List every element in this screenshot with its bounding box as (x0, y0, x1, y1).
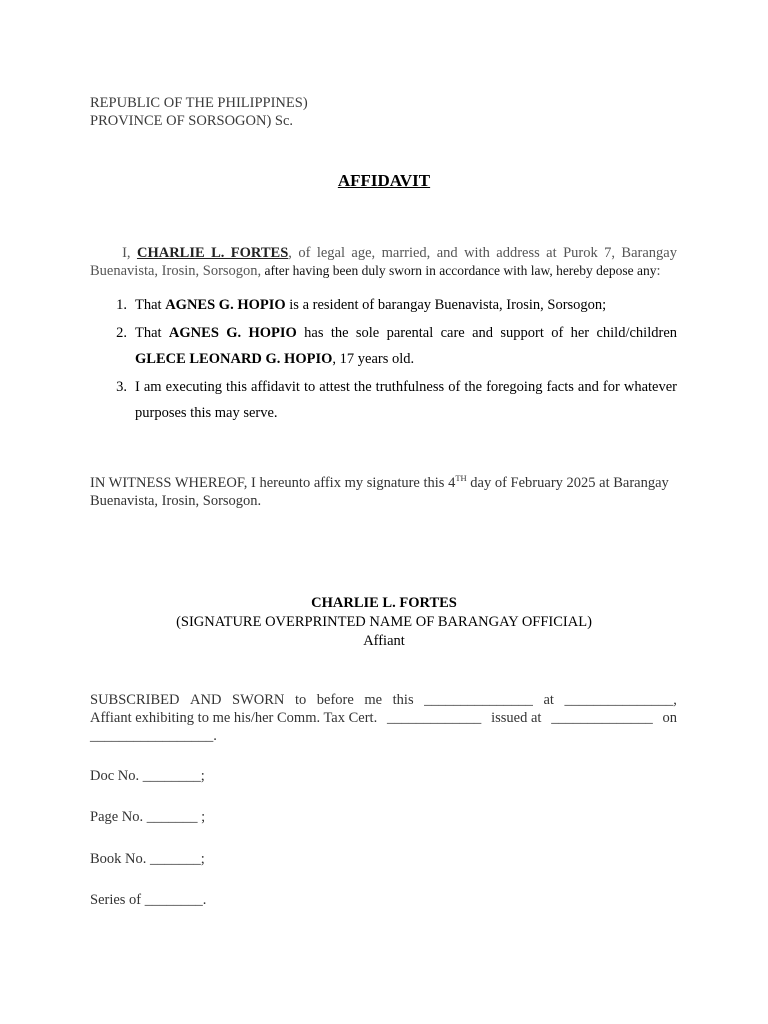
mother-name: AGNES G. HOPIO (168, 324, 297, 341)
list-item (90, 320, 677, 373)
jurat-text: Affiant exhibiting to me his/her Comm. Tax Cert. (90, 710, 378, 726)
deposition-list (90, 292, 677, 428)
jurat-text: issued at (491, 710, 542, 726)
jurat-word: SUBSCRIBED (90, 692, 180, 708)
mother-name: AGNES G. HOPIO (165, 297, 286, 313)
issued-place-blank: ______________ (551, 710, 653, 726)
witness-post: day of February 2025 at Barangay Buenavista, Irosin, Sorsogon. (90, 475, 669, 509)
jurat-word: me (364, 692, 383, 708)
child-name: GLECE LEONARD G. HOPIO (135, 351, 333, 367)
item-mid: has the sole parental care and support of her child/children (296, 324, 678, 341)
intro-text: , of legal age, married, and with address at Purok 7, Barangay Buenavista, Irosin, Sorsogon, (90, 245, 677, 279)
jurat-word: AND (190, 692, 222, 708)
signatory-role: Affiant (363, 633, 405, 649)
doc-number-line: Doc No. ________; (90, 768, 205, 784)
issued-date-blank: _________________. (90, 728, 217, 744)
venue-province: PROVINCE OF SORSOGON) Sc. (90, 113, 294, 129)
ctc-blank: _____________ (387, 710, 482, 726)
list-item (90, 374, 677, 427)
jurat-word: to (294, 692, 307, 708)
item-post: is a resident of barangay Buenavista, Irosin, Sorsogon; (285, 297, 607, 313)
affiant-name: CHARLIE L. FORTES (136, 245, 289, 261)
list-item (90, 292, 677, 319)
date-blank: _______________ (424, 692, 533, 708)
signature-block (0, 594, 768, 651)
jurat-word: at (543, 692, 554, 708)
document-title: AFFIDAVIT (337, 171, 431, 190)
intro-paragraph (90, 244, 677, 280)
item-number: 1. (116, 297, 127, 313)
venue-country: REPUBLIC OF THE PHILIPPINES) (90, 95, 308, 111)
jurat-line-1 (90, 691, 677, 709)
jurat-paragraph (90, 691, 677, 745)
item-number: 3. (116, 378, 127, 395)
intro-prefix: I, (122, 245, 137, 261)
page-number-line: Page No. _______ ; (90, 809, 206, 825)
intro-colon: : (656, 263, 661, 279)
jurat-word: SWORN (232, 692, 285, 708)
jurat-text: on (662, 710, 677, 726)
item-number: 2. (116, 324, 127, 341)
intro-oath: after having been duly sworn in accordance with law, hereby depose any (261, 263, 657, 278)
item-pre: That (135, 324, 169, 341)
item-text (135, 320, 677, 373)
item-text: I am executing this affidavit to attest the truthfulness of the foregoing facts and for whatever purposes this may serve. (135, 378, 677, 421)
signatory-name: CHARLIE L. FORTES (311, 595, 457, 611)
witness-pre: IN WITNESS WHEREOF, I hereunto affix my signature this 4 (90, 475, 456, 491)
series-line: Series of ________. (90, 892, 207, 908)
jurat-word: this (392, 692, 414, 708)
place-blank: _______________, (564, 692, 677, 708)
witness-paragraph (90, 474, 677, 510)
book-number-line: Book No. _______; (90, 851, 205, 867)
item-pre: That (135, 297, 166, 313)
date-suffix: TH (455, 473, 467, 484)
jurat-word: before (316, 692, 354, 708)
venue-block (90, 94, 308, 130)
jurat-line-2 (90, 709, 677, 727)
item-post: , 17 years old. (332, 351, 415, 367)
item-text (135, 292, 677, 319)
signature-note: (SIGNATURE OVERPRINTED NAME OF BARANGAY OFFICIAL) (176, 614, 592, 630)
